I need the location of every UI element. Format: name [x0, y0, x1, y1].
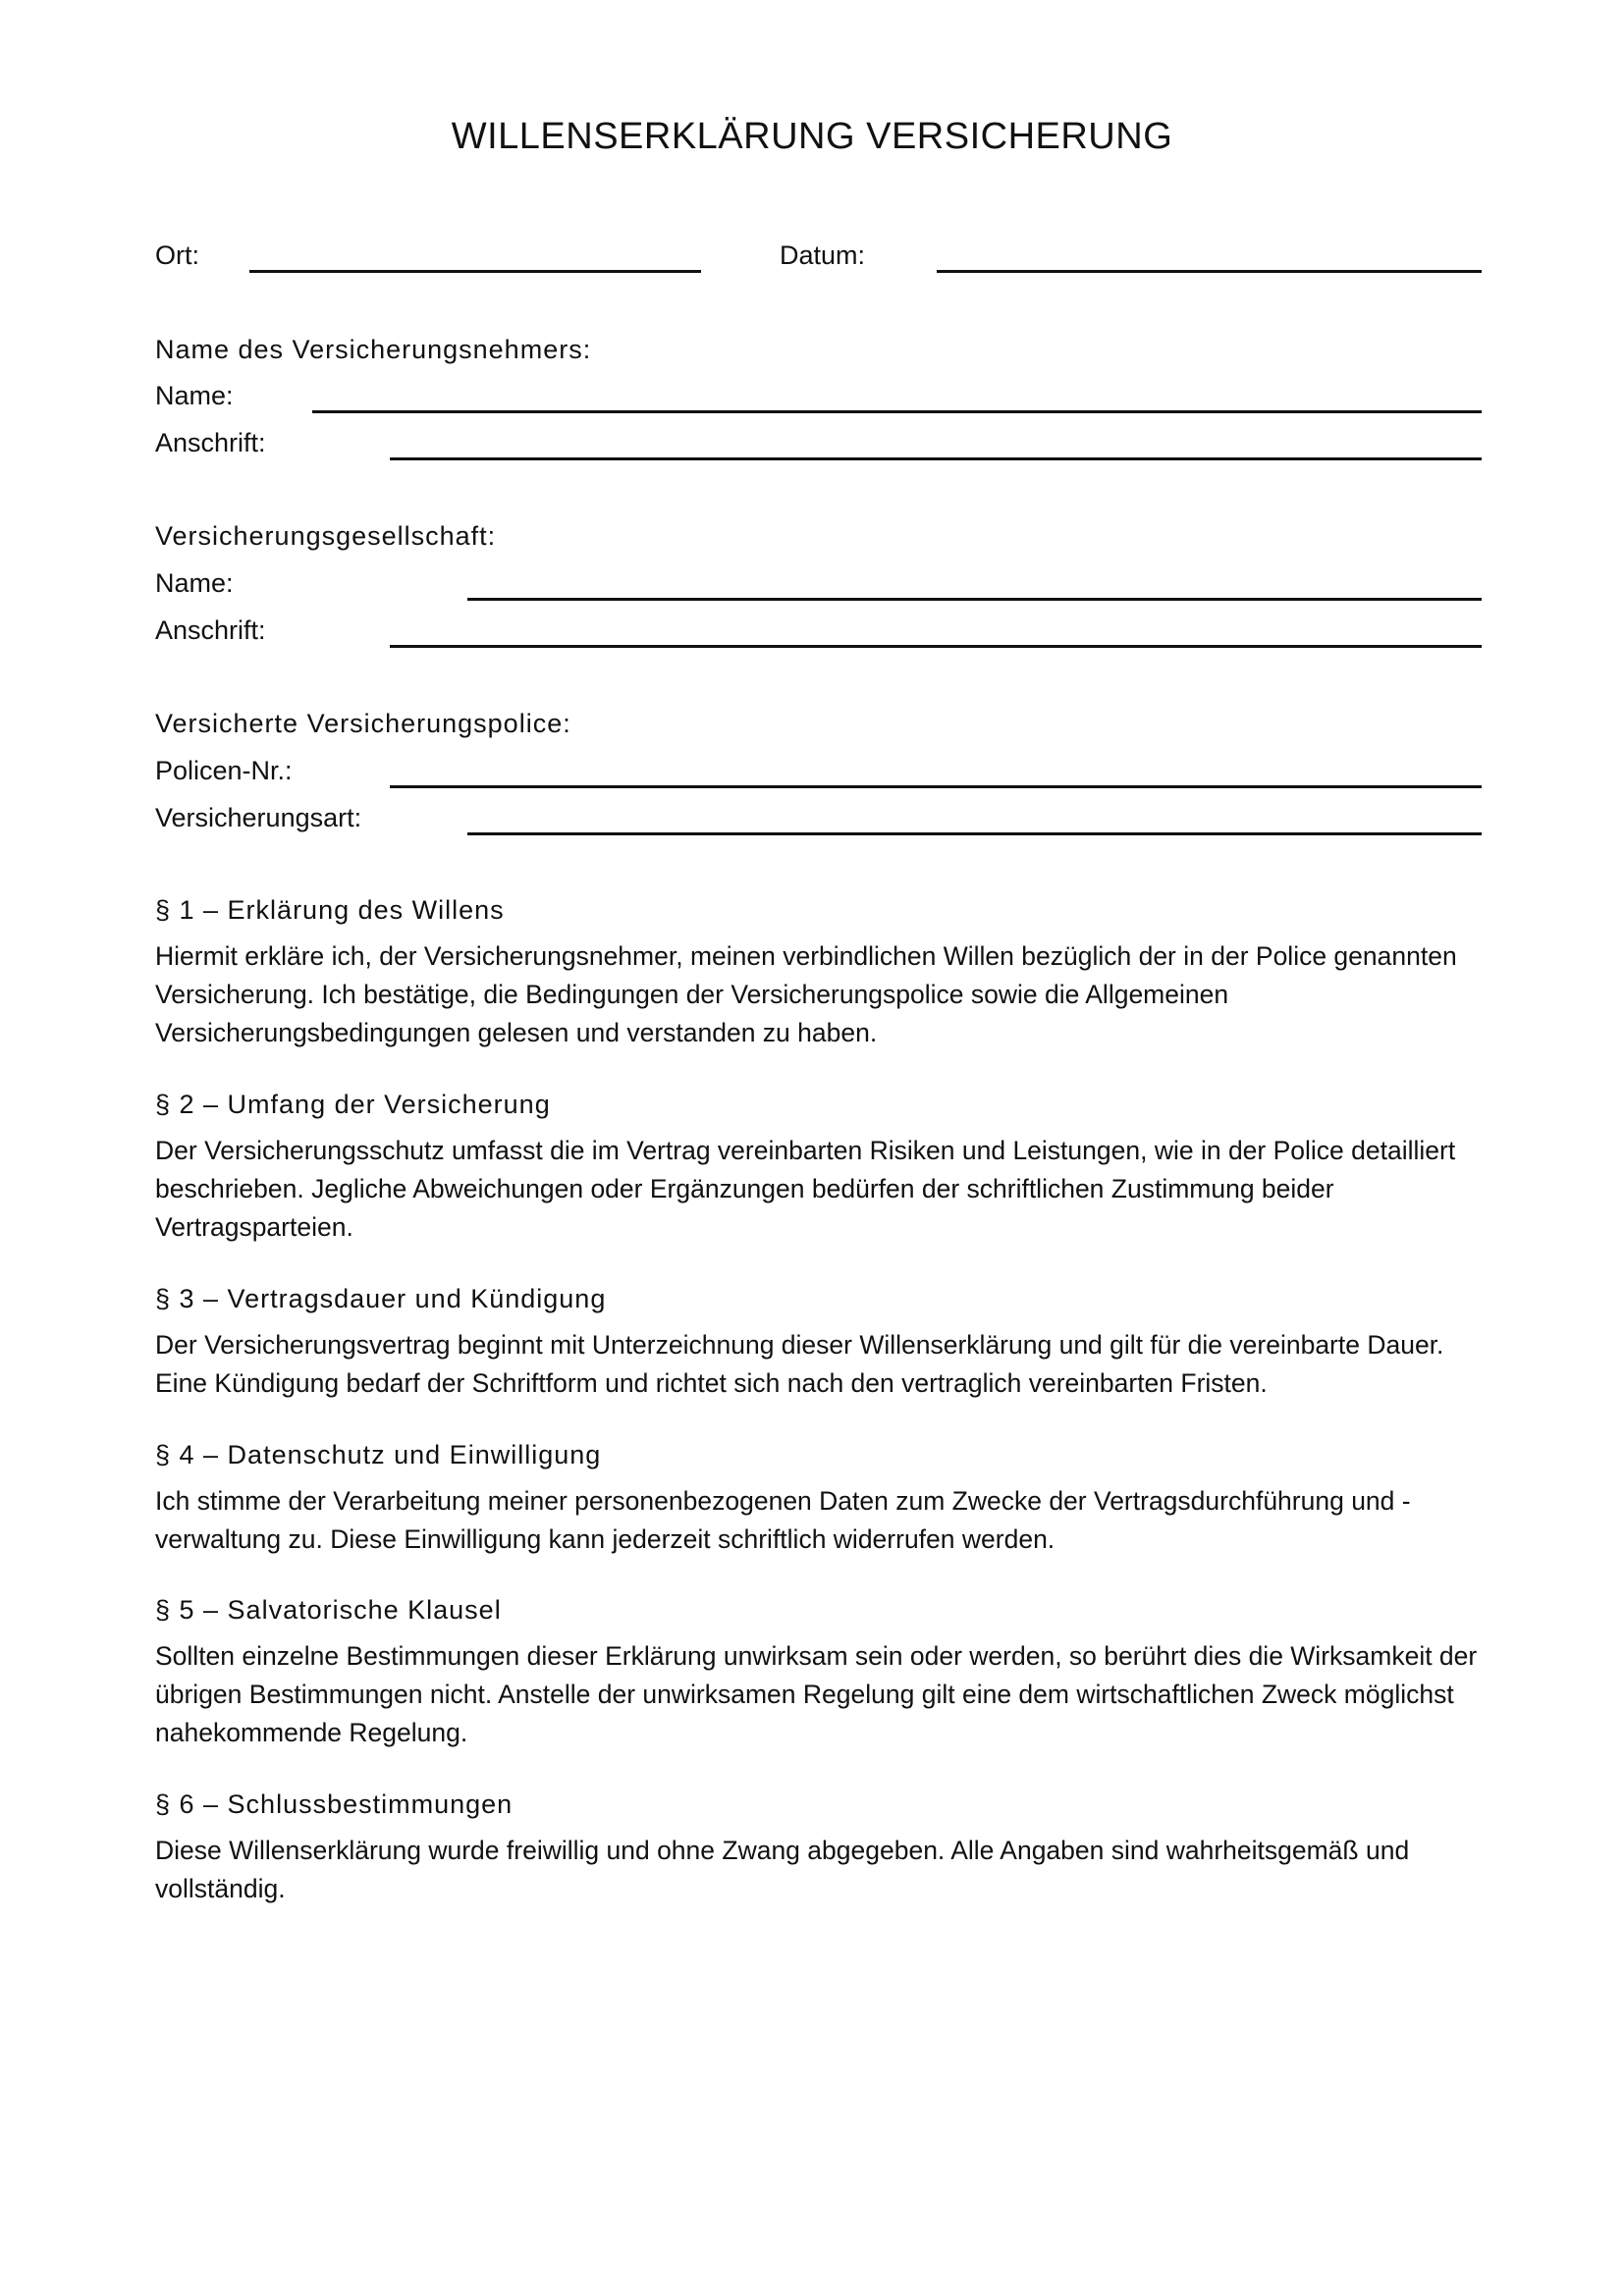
section-2-text: Der Versicherungsschutz umfasst die im Vertrag vereinbarten Risiken und Leistungen, wie in der Police detailliert beschrieben. Jegliche Abweichungen oder Ergänzungen bedürfen der schriftlichen Zustimmung beider Vertragsparteien. — [155, 1136, 1456, 1242]
policy-number-label: Policen-Nr.: — [155, 756, 293, 785]
policy-heading: Versicherte Versicherungspolice: — [155, 709, 571, 738]
policyholder-address-field[interactable] — [390, 457, 1482, 460]
section-3-heading: § 3 – Vertragsdauer und Kündigung — [155, 1284, 607, 1313]
policyholder-name-label: Name: — [155, 381, 234, 410]
insurer-address-field[interactable] — [390, 645, 1482, 648]
policyholder-name-field[interactable] — [312, 410, 1482, 413]
policyholder-heading: Name des Versicherungsnehmers: — [155, 335, 592, 364]
ort-field[interactable] — [249, 270, 701, 273]
policyholder-address-label: Anschrift: — [155, 428, 266, 457]
ort-label: Ort: — [155, 240, 199, 270]
section-4-text: Ich stimme der Verarbeitung meiner personenbezogenen Daten zum Zwecke der Vertragsdurchführung und -verwaltung zu. Diese Einwilligung kann jederzeit schriftlich widerrufen werden. — [155, 1486, 1411, 1554]
policy-number-field[interactable] — [390, 785, 1482, 788]
section-6-text: Diese Willenserklärung wurde freiwillig und ohne Zwang abgegeben. Alle Angaben sind wahrheitsgemäß und vollständig. — [155, 1836, 1410, 1903]
section-5-heading: § 5 – Salvatorische Klausel — [155, 1595, 502, 1625]
section-1-heading: § 1 – Erklärung des Willens — [155, 895, 505, 925]
datum-label: Datum: — [780, 240, 866, 270]
section-4-heading: § 4 – Datenschutz und Einwilligung — [155, 1440, 602, 1469]
document-title: WILLENSERKLÄRUNG VERSICHERUNG — [451, 116, 1173, 157]
insurer-heading: Versicherungsgesellschaft: — [155, 521, 497, 551]
insurer-name-label: Name: — [155, 568, 234, 598]
section-2-heading: § 2 – Umfang der Versicherung — [155, 1090, 551, 1119]
section-6-heading: § 6 – Schlussbestimmungen — [155, 1789, 514, 1819]
insurer-name-field[interactable] — [467, 598, 1482, 601]
datum-field[interactable] — [937, 270, 1482, 273]
section-1-text: Hiermit erkläre ich, der Versicherungsnehmer, meinen verbindlichen Willen bezüglich der in der Police genannten Versicherung. Ich bestätige, die Bedingungen der Versicherungspolice sowie die Allgemeinen Versicherungsbedingungen gelesen und verstanden zu haben. — [155, 941, 1457, 1047]
section-5-text: Sollten einzelne Bestimmungen dieser Erklärung unwirksam sein oder werden, so berührt dies die Wirksamkeit der übrigen Bestimmungen nicht. Anstelle der unwirksamen Regelung gilt eine dem wirtschaftlichen Zweck möglichst nahekommende Regelung. — [155, 1641, 1478, 1747]
policy-type-field[interactable] — [467, 832, 1482, 835]
policy-type-label: Versicherungsart: — [155, 803, 362, 832]
insurer-address-label: Anschrift: — [155, 615, 266, 645]
section-3-text: Der Versicherungsvertrag beginnt mit Unterzeichnung dieser Willenserklärung und gilt für die vereinbarte Dauer. Eine Kündigung bedarf der Schriftform und richtet sich nach den vertraglich vereinbarten Fristen. — [155, 1330, 1444, 1398]
